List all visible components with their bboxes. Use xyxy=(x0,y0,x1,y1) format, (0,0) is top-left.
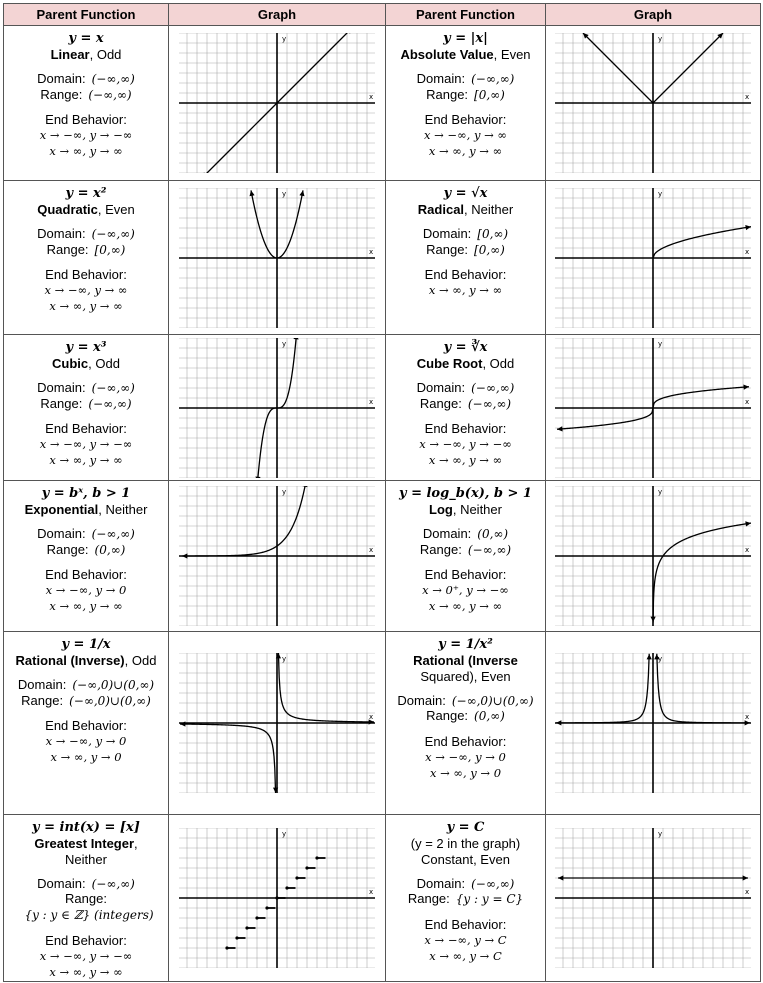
step-closed-point xyxy=(275,896,278,899)
range-value: (−∞,0)∪(0,∞) xyxy=(69,693,151,708)
function-info-sqrt xyxy=(386,181,546,335)
y-axis-label: y xyxy=(658,830,663,838)
function-row xyxy=(4,632,761,815)
function-equation: y = x³ xyxy=(65,340,107,355)
y-axis-label: y xyxy=(282,189,287,198)
end-behavior-label: End Behavior: xyxy=(45,567,127,583)
function-equation: y = log_b(x), b > 1 xyxy=(399,486,532,501)
domain-label: Domain: xyxy=(37,225,86,241)
function-name-extra: Constant, Even xyxy=(421,851,510,867)
function-name-bold: Exponential xyxy=(24,501,99,517)
end-behavior-label: End Behavior: xyxy=(45,421,127,437)
end-behavior-right: x → ∞, y → ∞ xyxy=(49,452,123,467)
domain-range xyxy=(4,226,168,258)
end-behavior-left: x → −∞, y → C xyxy=(424,933,507,948)
graph-invsq xyxy=(555,653,751,793)
x-axis-label: x xyxy=(745,713,750,721)
x-axis-label: x xyxy=(369,247,374,256)
function-name-rest: , Odd xyxy=(482,355,515,371)
range-label: Range: xyxy=(40,86,83,102)
domain-label: Domain: xyxy=(17,676,67,692)
function-name-bold: Cubic xyxy=(52,355,89,371)
range-value: [0,∞) xyxy=(474,87,505,102)
y-axis-label: y xyxy=(282,655,287,663)
end-behavior-right: x → ∞, y → ∞ xyxy=(49,298,123,313)
header-row xyxy=(4,4,761,26)
function-equation: y = ∛x xyxy=(443,340,488,355)
end-behavior-label: End Behavior: xyxy=(424,112,507,128)
function-name xyxy=(4,202,168,218)
function-info-quad xyxy=(4,181,169,335)
curve-log xyxy=(653,523,751,622)
function-name-bold: Linear xyxy=(50,46,90,62)
range-label: Range: xyxy=(426,86,469,102)
end-behavior-right: x → ∞, y → ∞ xyxy=(428,598,503,613)
end-behavior-left: x → −∞, y → −∞ xyxy=(419,437,512,452)
domain-range xyxy=(4,677,168,709)
domain-range xyxy=(386,526,545,558)
end-behavior-label: End Behavior: xyxy=(424,567,507,583)
function-equation: y = bˣ, b > 1 xyxy=(41,486,131,501)
graph-linear xyxy=(179,33,375,173)
range-label: Range: xyxy=(419,395,462,411)
graph-cell-exp xyxy=(169,481,386,632)
function-equation: y = |x| xyxy=(443,31,488,46)
x-axis-label: x xyxy=(369,546,374,554)
end-behavior-left: x → −∞, y → ∞ xyxy=(424,128,507,143)
y-axis-label: y xyxy=(282,488,287,496)
function-name-extra: Squared), Even xyxy=(420,668,511,684)
function-name-bold: Radical xyxy=(417,201,465,217)
end-behavior-label: End Behavior: xyxy=(45,112,127,128)
function-name-rest: , Even xyxy=(97,201,135,217)
function-name xyxy=(386,202,545,218)
graph-floor xyxy=(179,828,375,968)
range-label: Range: xyxy=(46,241,89,257)
y-axis-label: y xyxy=(658,339,663,348)
arrow-down xyxy=(650,617,655,622)
range-label: Range: xyxy=(426,241,469,257)
curve-inverse-right xyxy=(278,653,374,722)
graph-inv xyxy=(179,653,375,793)
function-name-bold: Cube Root xyxy=(416,355,483,371)
function-name-rest: , Neither xyxy=(452,501,502,517)
domain-value: (−∞,0)∪(0,∞) xyxy=(72,677,155,692)
end-behavior-right: x → ∞, y → ∞ xyxy=(49,143,123,158)
arrow-right xyxy=(743,875,748,880)
function-name-rest: , xyxy=(134,835,138,851)
function-equation: y = int(x) = [x] xyxy=(32,820,140,835)
domain-range xyxy=(386,71,545,103)
end-behavior-left: x → −∞, y → −∞ xyxy=(39,128,133,143)
range-label: Range: xyxy=(426,708,469,724)
function-name-rest: , Even xyxy=(493,46,531,62)
range-value: (0,∞) xyxy=(94,542,126,557)
range-value: (−∞,∞) xyxy=(467,396,512,411)
function-name-rest: (y = 2 in the graph) xyxy=(410,835,521,851)
function-row xyxy=(4,815,761,982)
step-closed-point xyxy=(265,906,268,909)
end-behavior-right: x → ∞, y → C xyxy=(429,948,502,963)
step-closed-point xyxy=(295,876,298,879)
function-info-floor xyxy=(4,815,169,982)
domain-range xyxy=(386,226,545,258)
graph-cell-cbrt xyxy=(546,335,761,481)
graph-cell-cubic xyxy=(169,335,386,481)
arrow-right xyxy=(745,224,751,229)
parent-functions-table xyxy=(3,3,761,982)
graph-cubic xyxy=(179,338,375,478)
domain-value: (−∞,∞) xyxy=(91,226,135,241)
function-info-const xyxy=(386,815,546,982)
domain-value: (−∞,∞) xyxy=(91,380,135,395)
y-axis-label: y xyxy=(658,35,663,43)
domain-range xyxy=(4,876,168,924)
graph-cell-sqrt xyxy=(546,181,761,335)
domain-value: [0,∞) xyxy=(477,226,509,241)
header-parent-function-left: Parent Function xyxy=(4,4,169,26)
end-behavior-label: End Behavior: xyxy=(424,267,507,283)
step-closed-point xyxy=(255,916,258,919)
domain-value: (−∞,∞) xyxy=(91,71,135,86)
domain-range xyxy=(4,71,168,103)
y-axis-label: y xyxy=(658,189,663,198)
function-name xyxy=(386,356,545,372)
graph-cell-quad xyxy=(169,181,386,335)
graph-cell-invsq xyxy=(546,632,761,815)
function-name xyxy=(4,653,168,669)
end-behavior-label: End Behavior: xyxy=(45,267,127,283)
range-value: (−∞,∞) xyxy=(467,542,512,557)
step-closed-point xyxy=(285,886,288,889)
graph-abs xyxy=(555,33,751,173)
step-closed-point xyxy=(315,856,318,859)
function-info-invsq xyxy=(386,632,546,815)
function-name-bold: Absolute Value xyxy=(400,46,494,62)
range-value: [0,∞) xyxy=(94,242,126,257)
function-name-rest: , Odd xyxy=(89,46,122,62)
domain-value: (−∞,∞) xyxy=(91,876,135,891)
function-name-rest: , Neither xyxy=(464,201,514,217)
function-equation: y = √x xyxy=(443,186,488,201)
function-name-bold: Greatest Integer xyxy=(34,835,135,851)
domain-value: (−∞,∞) xyxy=(91,526,135,541)
end-behavior-right: x → ∞, y → ∞ xyxy=(49,964,123,979)
range-value: {y : y ∈ ℤ} (integers) xyxy=(24,908,154,923)
domain-range xyxy=(386,380,545,412)
range-value: (−∞,∞) xyxy=(88,87,132,102)
arrow-left xyxy=(558,875,563,880)
function-equation: y = 1/x² xyxy=(438,637,493,652)
end-behavior-left: x → ∞, y → ∞ xyxy=(428,283,503,298)
function-name-extra: Neither xyxy=(65,851,107,867)
function-name xyxy=(386,502,545,518)
end-behavior-left: x → 0⁺, y → −∞ xyxy=(422,583,509,598)
x-axis-label: x xyxy=(745,397,750,406)
end-behavior-left: x → −∞, y → ∞ xyxy=(44,283,128,298)
graph-cell-inv xyxy=(169,632,386,815)
domain-label: Domain: xyxy=(416,379,466,395)
graph-cell-floor xyxy=(169,815,386,982)
end-behavior-label: End Behavior: xyxy=(45,933,127,949)
arrow-left xyxy=(182,553,187,558)
end-behavior-label: End Behavior: xyxy=(424,917,507,933)
range-value: [0,∞) xyxy=(474,242,505,257)
function-info-cbrt xyxy=(386,335,546,481)
function-name-bold: Rational (Inverse) xyxy=(15,652,125,668)
step-closed-point xyxy=(235,936,238,939)
end-behavior-label: End Behavior: xyxy=(424,421,507,437)
function-equation: y = C xyxy=(446,820,485,835)
y-axis-label: y xyxy=(658,655,663,663)
domain-range xyxy=(386,693,545,725)
range-label: Range: xyxy=(419,541,462,557)
domain-range xyxy=(4,380,168,412)
x-axis-label: x xyxy=(745,93,750,101)
domain-label: Domain: xyxy=(37,379,86,395)
domain-value: (−∞,∞) xyxy=(471,876,515,891)
arrow-left xyxy=(557,426,563,431)
domain-label: Domain: xyxy=(37,875,86,891)
y-axis-label: y xyxy=(658,488,663,496)
function-row xyxy=(4,181,761,335)
step-closed-point xyxy=(305,866,308,869)
curve-inverse-squared-right xyxy=(657,654,750,723)
header-graph-left: Graph xyxy=(169,4,386,26)
arrow-up-left xyxy=(647,654,652,659)
function-name xyxy=(386,653,545,669)
x-axis-label: x xyxy=(745,888,750,896)
range-label: Range: xyxy=(40,395,83,411)
end-behavior-right: x → ∞, y → ∞ xyxy=(49,598,123,613)
end-behavior-label: End Behavior: xyxy=(45,718,127,734)
end-behavior-right: x → ∞, y → ∞ xyxy=(428,452,503,467)
x-axis-label: x xyxy=(745,247,750,256)
end-behavior-right: x → ∞, y → 0 xyxy=(50,749,122,764)
function-equation: y = x xyxy=(68,31,104,46)
function-rows xyxy=(4,26,761,982)
curve-exponential xyxy=(182,486,306,556)
graph-exp xyxy=(179,486,375,626)
function-name-bold: Quadratic xyxy=(37,201,98,217)
function-name-bold: Log xyxy=(429,501,453,517)
header-parent-function-right: Parent Function xyxy=(386,4,546,26)
domain-value: (−∞,∞) xyxy=(471,71,515,86)
range-label: Range: xyxy=(21,692,64,708)
x-axis-label: x xyxy=(369,397,374,406)
function-name-rest: , Odd xyxy=(88,355,120,371)
graph-const xyxy=(555,828,751,968)
range-value: {y : y = C} xyxy=(455,892,524,907)
graph-cell-abs xyxy=(546,26,761,181)
function-name xyxy=(4,502,168,518)
arrow-right xyxy=(745,720,750,725)
function-name-rest: , Odd xyxy=(124,652,157,668)
function-info-log xyxy=(386,481,546,632)
range-value: (0,∞) xyxy=(474,709,505,724)
graph-quad xyxy=(179,188,375,328)
domain-label: Domain: xyxy=(397,692,446,708)
domain-range xyxy=(386,876,545,908)
arrow-left xyxy=(556,720,561,725)
range-value: (−∞,∞) xyxy=(88,396,132,411)
domain-label: Domain: xyxy=(422,225,472,241)
end-behavior-right: x → ∞, y → 0 xyxy=(429,765,502,780)
domain-value: (−∞,0)∪(0,∞) xyxy=(451,693,534,708)
step-closed-point xyxy=(245,926,248,929)
domain-value: (−∞,∞) xyxy=(471,380,515,395)
function-row xyxy=(4,335,761,481)
arrow-right xyxy=(299,190,304,196)
function-name xyxy=(386,47,545,63)
graph-cbrt xyxy=(555,338,751,478)
range-label: Range: xyxy=(65,891,107,907)
y-axis-label: y xyxy=(282,339,287,348)
function-equation: y = 1/x xyxy=(61,637,111,652)
arrow-right xyxy=(743,384,749,389)
arrow-right xyxy=(745,521,751,526)
function-info-cubic xyxy=(4,335,169,481)
y-axis-label: y xyxy=(282,35,287,43)
x-axis-label: x xyxy=(745,546,750,554)
function-info-abs xyxy=(386,26,546,181)
end-behavior-left: x → −∞, y → 0 xyxy=(45,583,127,598)
x-axis-label: x xyxy=(369,713,374,721)
end-behavior-label: End Behavior: xyxy=(424,734,507,750)
function-equation: y = x² xyxy=(65,186,107,201)
curve-inverse-squared-left xyxy=(556,654,649,723)
domain-value: (0,∞) xyxy=(477,526,509,541)
domain-label: Domain: xyxy=(416,70,466,86)
function-name-bold: Rational (Inverse xyxy=(413,652,518,668)
graph-cell-const xyxy=(546,815,761,982)
end-behavior-left: x → −∞, y → −∞ xyxy=(39,949,133,964)
graph-log xyxy=(555,486,751,626)
x-axis-label: x xyxy=(369,888,374,896)
arrow-left xyxy=(249,190,254,196)
function-info-linear xyxy=(4,26,169,181)
y-axis-label: y xyxy=(282,830,287,838)
function-info-exp xyxy=(4,481,169,632)
range-label: Range: xyxy=(407,891,450,907)
function-name xyxy=(4,836,168,852)
function-row xyxy=(4,26,761,181)
domain-label: Domain: xyxy=(37,525,86,541)
header-graph-right: Graph xyxy=(546,4,761,26)
domain-label: Domain: xyxy=(422,525,472,541)
function-name xyxy=(4,356,168,372)
graph-sqrt xyxy=(555,188,751,328)
function-name xyxy=(386,836,545,852)
range-label: Range: xyxy=(46,541,89,557)
curve-radical xyxy=(653,226,751,257)
function-name xyxy=(4,47,168,63)
graph-cell-linear xyxy=(169,26,386,181)
graph-cell-log xyxy=(546,481,761,632)
curve-inverse-left xyxy=(180,724,276,793)
function-row xyxy=(4,481,761,632)
x-axis-label: x xyxy=(369,93,374,101)
end-behavior-left: x → −∞, y → 0 xyxy=(45,734,127,749)
domain-label: Domain: xyxy=(37,70,86,86)
end-behavior-left: x → −∞, y → 0 xyxy=(425,750,506,765)
function-info-inv xyxy=(4,632,169,815)
domain-label: Domain: xyxy=(416,875,466,891)
domain-range xyxy=(4,526,168,558)
end-behavior-left: x → −∞, y → −∞ xyxy=(39,437,133,452)
end-behavior-right: x → ∞, y → ∞ xyxy=(428,143,503,158)
function-name-rest: , Neither xyxy=(98,501,148,517)
step-closed-point xyxy=(225,946,228,949)
